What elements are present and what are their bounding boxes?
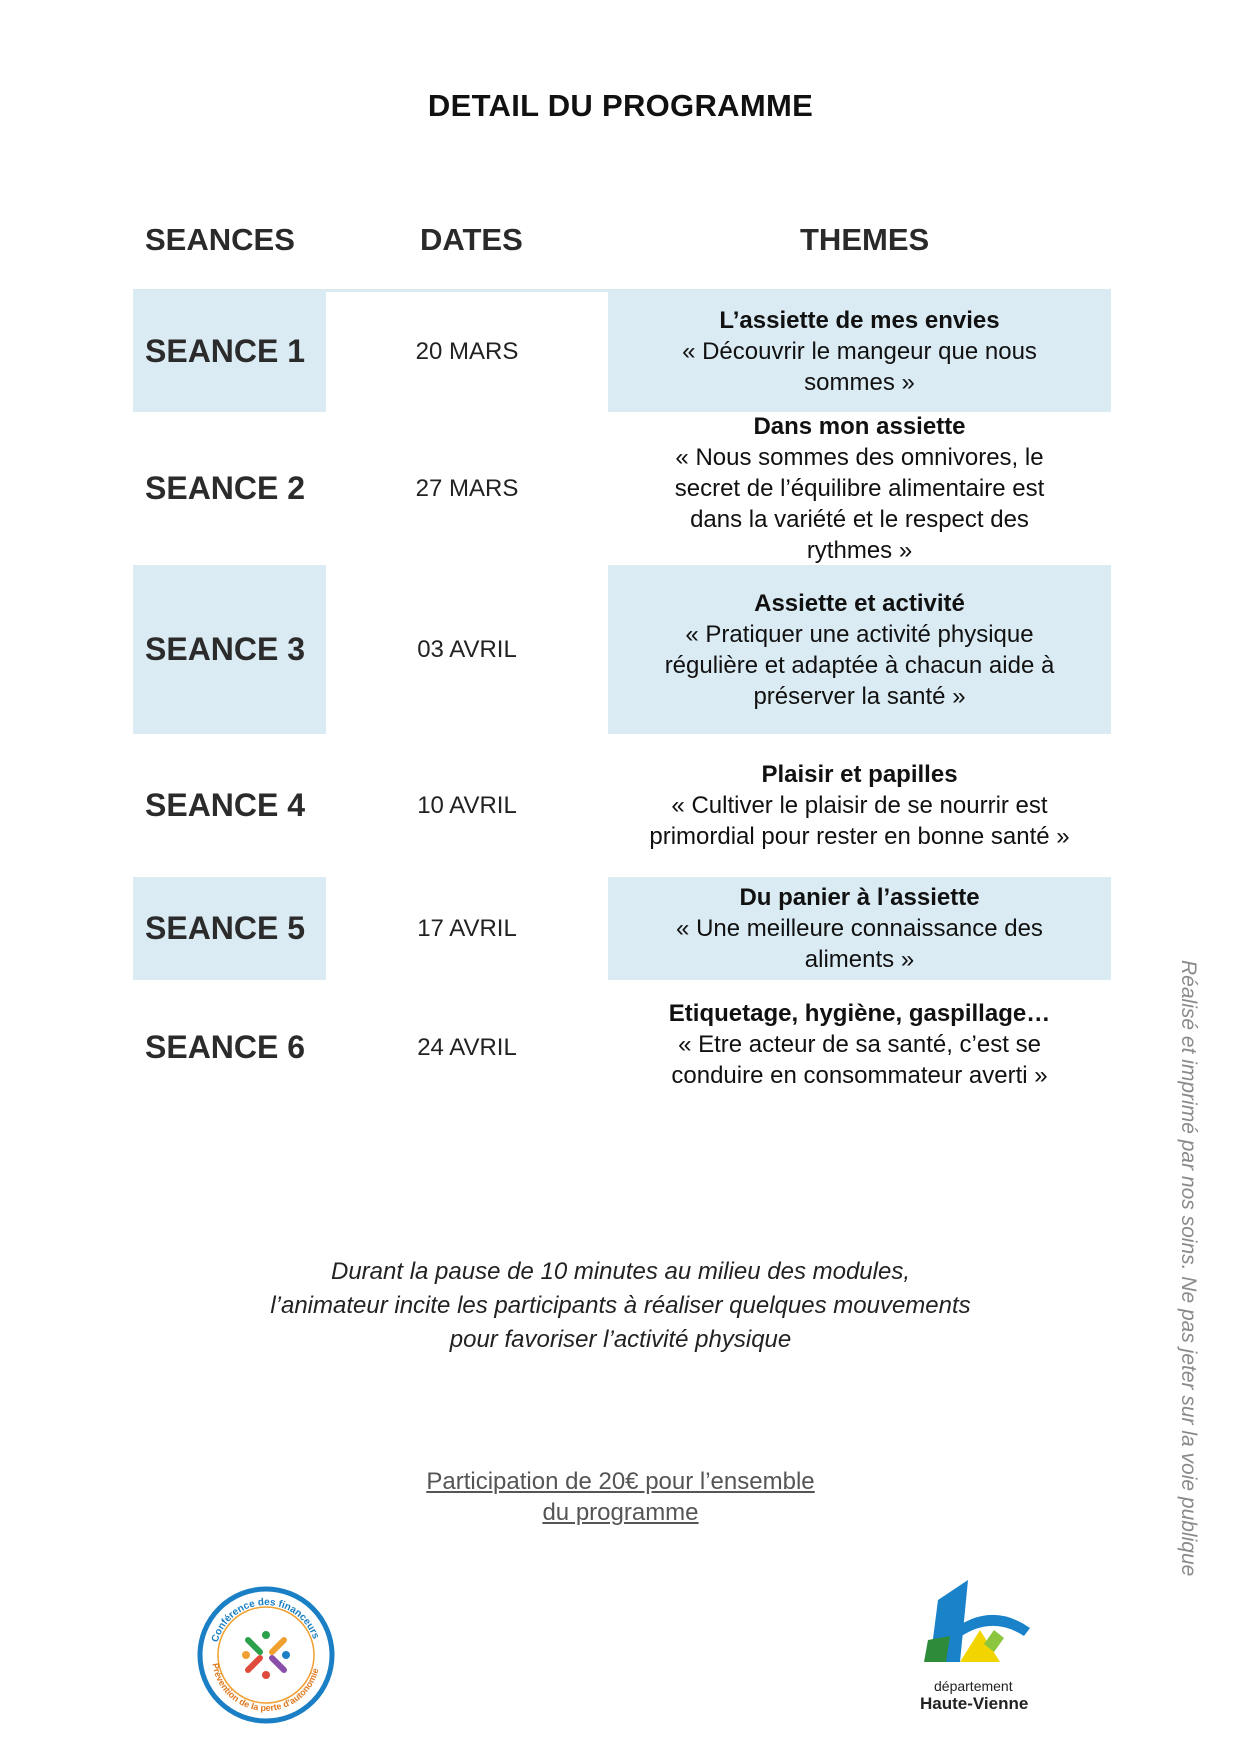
seance-date: 24 AVRIL — [417, 1033, 517, 1061]
seance-label: SEANCE 3 — [133, 565, 326, 734]
table-row — [133, 980, 1111, 1115]
note-line: pour favoriser l’activité physique — [449, 1326, 792, 1353]
column-header-dates: DATES — [420, 222, 523, 257]
seance-date: 20 MARS — [415, 337, 519, 365]
logo-line-haute-vienne: Haute-Vienne — [920, 1694, 1029, 1713]
column-header-themes: THEMES — [800, 222, 930, 257]
svg-text:Conférence des financeurs: Conférence des financeurs — [209, 1596, 322, 1644]
seance-theme — [608, 412, 1111, 565]
seance-label: SEANCE 2 — [145, 470, 306, 506]
table-row — [133, 412, 1111, 565]
theme-line: régulière et adaptée à chacun aide à — [664, 651, 1055, 679]
theme-line: « Découvrir le mangeur que nous — [682, 338, 1037, 365]
side-disclaimer-text: Réalisé et imprimé par nos soins. Ne pas jeter sur la voie publique — [1177, 960, 1200, 1577]
side-disclaimer — [1176, 960, 1206, 1650]
theme-line: « Nous sommes des omnivores, le — [675, 444, 1044, 471]
haute-vienne-logo — [920, 1570, 1050, 1720]
haute-vienne-mark-icon — [920, 1570, 1050, 1682]
theme-title: Etiquetage, hygiène, gaspillage… — [668, 1000, 1051, 1027]
table-row — [133, 734, 1111, 877]
theme-title: L’assiette de mes envies — [719, 307, 1000, 334]
theme-title: Du panier à l’assiette — [739, 884, 980, 911]
seance-label: SEANCE 6 — [145, 1029, 306, 1065]
participation-note — [0, 1466, 1241, 1528]
theme-line: dans la variété et le respect des — [690, 506, 1029, 533]
seance-theme — [608, 980, 1111, 1115]
seance-date: 03 AVRIL — [417, 635, 517, 663]
seance-label: SEANCE 1 — [133, 291, 326, 412]
table-row — [133, 291, 1111, 412]
theme-line: aliments » — [804, 946, 915, 973]
seance-theme — [608, 877, 1111, 980]
theme-line: rythmes » — [806, 537, 913, 564]
column-header-seances: SEANCES — [145, 222, 295, 257]
pause-note — [0, 1255, 1241, 1357]
seance-date: 17 AVRIL — [417, 914, 517, 942]
page-title: DETAIL DU PROGRAMME — [427, 88, 814, 123]
seance-date: 10 AVRIL — [417, 791, 517, 819]
participation-line: du programme — [542, 1499, 699, 1526]
seance-theme — [608, 565, 1111, 734]
seance-theme — [608, 734, 1111, 877]
table-row — [133, 565, 1111, 734]
theme-line: « Etre acteur de sa santé, c’est se — [678, 1031, 1041, 1058]
theme-line: « Cultiver le plaisir de se nourrir est — [671, 792, 1048, 819]
svg-text:Prévention de la perte d’auton: Prévention de la perte d’autonomie — [210, 1662, 321, 1714]
theme-line: sommes » — [804, 369, 915, 396]
seance-theme — [608, 291, 1111, 412]
theme-line: « Une meilleure connaissance des — [676, 915, 1043, 942]
conference-financeurs-logo — [196, 1585, 336, 1725]
theme-line: secret de l’équilibre alimentaire est — [674, 475, 1045, 502]
theme-title: Assiette et activité — [754, 589, 965, 617]
theme-line: primordial pour rester en bonne santé » — [649, 823, 1070, 850]
logo-line-departement: département — [934, 1678, 1013, 1694]
note-line: l’animateur incite les participants à réaliser quelques mouvements — [270, 1292, 971, 1319]
participation-line: Participation de 20€ pour l’ensemble — [426, 1468, 815, 1495]
theme-title: Dans mon assiette — [753, 413, 966, 440]
seance-date: 27 MARS — [415, 474, 519, 502]
theme-line: conduire en consommateur averti » — [671, 1062, 1048, 1089]
theme-line: préserver la santé » — [753, 682, 966, 710]
seance-label: SEANCE 5 — [133, 877, 326, 980]
theme-line: « Pratiquer une activité physique — [685, 620, 1034, 648]
theme-title: Plaisir et papilles — [761, 761, 958, 788]
note-line: Durant la pause de 10 minutes au milieu des modules, — [331, 1258, 910, 1285]
seance-label: SEANCE 4 — [145, 787, 306, 823]
table-row — [133, 877, 1111, 980]
